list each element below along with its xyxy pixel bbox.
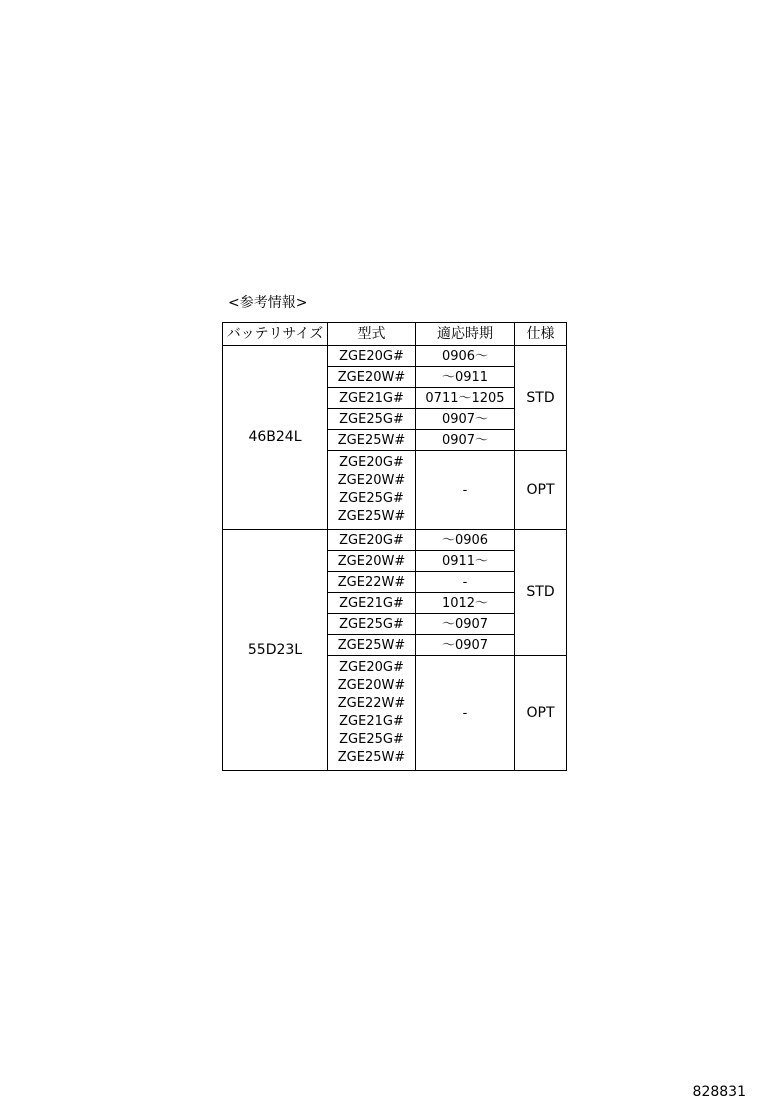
period-cell: -	[416, 656, 515, 771]
table-header-row	[223, 323, 567, 346]
model-item: ZGE25G#	[339, 732, 404, 747]
spec-cell: OPT	[515, 656, 567, 771]
header-model: 型式	[328, 323, 416, 346]
model-cell: ZGE20G#	[328, 346, 416, 367]
spec-cell: STD	[515, 346, 567, 451]
model-list-cell	[328, 656, 416, 771]
period-cell: 0906～	[416, 346, 515, 367]
spec-cell: OPT	[515, 451, 567, 530]
model-cell: ZGE25W#	[328, 430, 416, 451]
model-cell: ZGE20W#	[328, 551, 416, 572]
period-cell: ～0907	[416, 635, 515, 656]
model-list-cell	[328, 451, 416, 530]
model-cell: ZGE20G#	[328, 530, 416, 551]
battery-spec-table	[222, 322, 567, 771]
period-cell: 0907～	[416, 409, 515, 430]
period-cell: 1012～	[416, 593, 515, 614]
header-battery-size: バッテリサイズ	[223, 323, 328, 346]
table-row	[223, 530, 567, 551]
reference-number: 828831	[692, 1084, 746, 1100]
model-cell: ZGE25G#	[328, 614, 416, 635]
model-item: ZGE20W#	[337, 678, 406, 693]
model-cell: ZGE22W#	[328, 572, 416, 593]
period-cell: ～0907	[416, 614, 515, 635]
model-cell: ZGE25G#	[328, 409, 416, 430]
battery-size-cell: 46B24L	[223, 346, 328, 530]
period-cell: -	[416, 572, 515, 593]
model-item: ZGE25W#	[337, 509, 406, 524]
model-item: ZGE21G#	[339, 714, 404, 729]
model-cell: ZGE25W#	[328, 635, 416, 656]
model-item: ZGE20G#	[339, 455, 404, 470]
period-cell: -	[416, 451, 515, 530]
period-cell: ～0911	[416, 367, 515, 388]
model-item: ZGE25G#	[339, 491, 404, 506]
model-item: ZGE25W#	[337, 750, 406, 765]
model-item: ZGE20G#	[339, 660, 404, 675]
model-item: ZGE20W#	[337, 473, 406, 488]
table-row	[223, 346, 567, 367]
model-item: ZGE22W#	[337, 696, 406, 711]
model-cell: ZGE21G#	[328, 388, 416, 409]
period-cell: ～0906	[416, 530, 515, 551]
header-period: 適応時期	[416, 323, 515, 346]
header-spec: 仕様	[515, 323, 567, 346]
period-cell: 0911～	[416, 551, 515, 572]
spec-cell: STD	[515, 530, 567, 656]
period-cell: 0907～	[416, 430, 515, 451]
period-cell: 0711～1205	[416, 388, 515, 409]
model-cell: ZGE20W#	[328, 367, 416, 388]
caption-reference-info: <参考情報>	[228, 295, 308, 311]
model-cell: ZGE21G#	[328, 593, 416, 614]
battery-size-cell: 55D23L	[223, 530, 328, 771]
